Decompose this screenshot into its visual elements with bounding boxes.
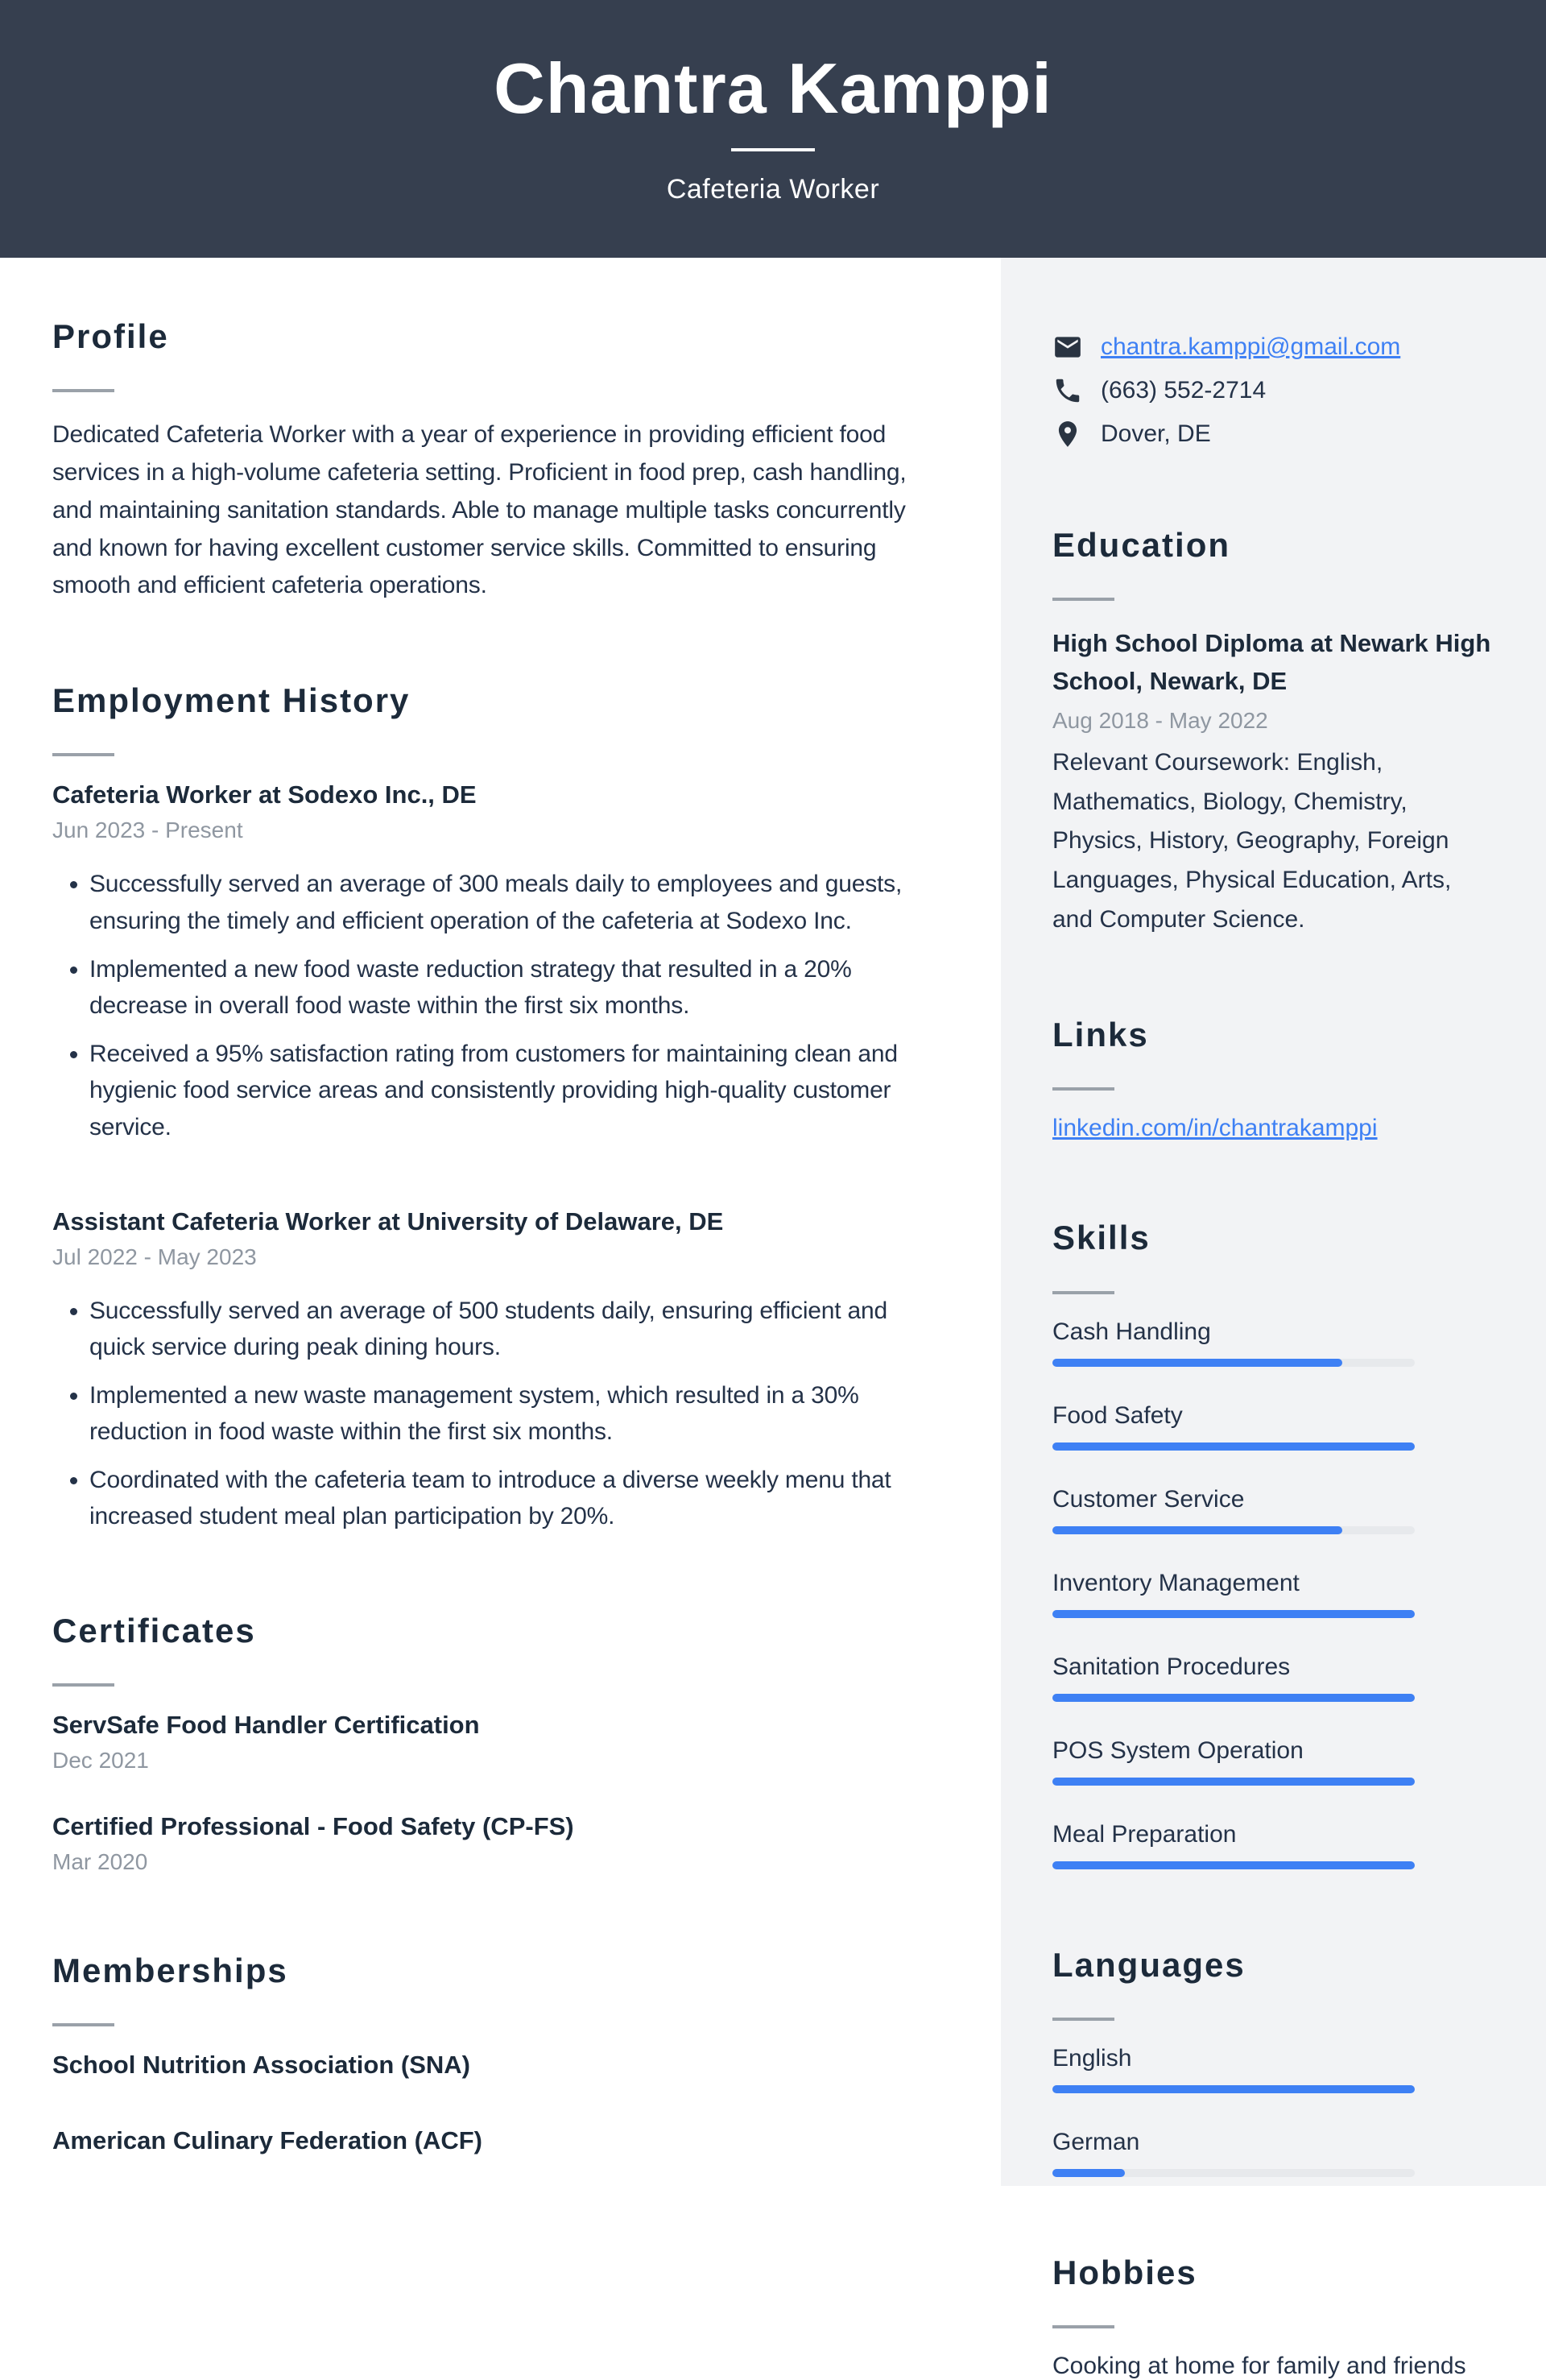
job-entry	[52, 1207, 930, 1536]
skill-label: Meal Preparation	[1052, 1820, 1237, 1848]
skill-bar-track	[1052, 1442, 1415, 1451]
certificate-entry	[52, 1711, 930, 1774]
skill-bar-track	[1052, 1778, 1415, 1786]
linkedin-link[interactable]: linkedin.com/in/chantrakamppi	[1052, 1115, 1378, 1142]
location-text: Dover, DE	[1101, 420, 1211, 447]
section-divider	[1052, 598, 1114, 601]
skill-label: Customer Service	[1052, 1485, 1245, 1513]
skill-label: Inventory Management	[1052, 1569, 1300, 1596]
membership-item: School Nutrition Association (SNA)	[52, 2051, 470, 2080]
phone-icon	[1052, 375, 1083, 406]
section-skills	[1052, 1219, 1498, 1869]
skill-bar-fill	[1052, 1526, 1342, 1534]
bullet-item: • Coordinated with the cafeteria team to introduce a diverse weekly menu that increased student meal plan participation by 20%.	[89, 1462, 930, 1535]
membership-item: American Culinary Federation (ACF)	[52, 2126, 482, 2155]
hobbies-text: Cooking at home for family and friends	[1052, 2352, 1466, 2379]
degree-title: High School Diploma at Newark High School, Newark, DE	[1052, 629, 1491, 695]
skills-heading: Skills	[1052, 1219, 1151, 1257]
skill-item	[1052, 1570, 1498, 1618]
candidate-name: Chantra Kamppi	[494, 48, 1052, 128]
languages-heading: Languages	[1052, 1945, 1246, 1984]
language-bar-track	[1052, 2085, 1415, 2093]
skill-item	[1052, 1821, 1498, 1869]
skill-item	[1052, 1654, 1498, 1702]
phone-number: (663) 552-2714	[1101, 377, 1267, 404]
skill-item	[1052, 1318, 1498, 1367]
certificate-date: Dec 2021	[52, 1748, 149, 1774]
profile-text: Dedicated Cafeteria Worker with a year of experience in providing efficient food services in a high-volume cafeteria setting. Proficient in food prep, cash handling, and maintaining sanitation standards. Able to manage multiple tasks concurrently and known for having excellent customer service skills. Committed to ensuring smooth and efficient cafeteria operations.	[52, 421, 907, 599]
bullet-item: • Successfully served an average of 300 meals daily to employees and guests, ensuring the timely and efficient operation of the cafeteria at Sodexo Inc.	[89, 866, 930, 939]
bullet-item: • Implemented a new food waste reduction strategy that resulted in a 20% decrease in overall food waste within the first six months.	[89, 951, 930, 1024]
language-bar-fill	[1052, 2169, 1125, 2177]
skill-bar-fill	[1052, 1442, 1415, 1451]
skill-bar-fill	[1052, 1694, 1415, 1702]
certificate-name: ServSafe Food Handler Certification	[52, 1711, 480, 1740]
certificates-heading: Certificates	[52, 1612, 256, 1650]
contact-block	[1052, 332, 1498, 449]
links-heading: Links	[1052, 1016, 1149, 1054]
skill-bar-fill	[1052, 1778, 1415, 1786]
skill-bar-track	[1052, 1694, 1415, 1702]
skill-item	[1052, 1402, 1498, 1451]
main-column	[0, 258, 1001, 2186]
content-columns	[0, 258, 1546, 2379]
skill-item	[1052, 1737, 1498, 1786]
language-label: English	[1052, 2044, 1132, 2072]
job-dates: Jul 2022 - May 2023	[52, 1244, 257, 1269]
skill-label: Cash Handling	[1052, 1318, 1211, 1345]
bullet-item: • Implemented a new waste management system, which resulted in a 30% reduction in food waste within the first six months.	[89, 1377, 930, 1451]
sidebar	[1001, 258, 1546, 2379]
language-bar-track	[1052, 2169, 1415, 2177]
email-link[interactable]: chantra.kamppi@gmail.com	[1101, 333, 1401, 360]
section-divider	[1052, 2325, 1114, 2328]
language-item	[1052, 2045, 1498, 2093]
certificate-entry	[52, 1812, 930, 1875]
section-memberships	[52, 1952, 930, 2155]
bullet-item: • Received a 95% satisfaction rating from customers for maintaining clean and hygienic food service areas and consistently providing high-quality customer service.	[89, 1036, 930, 1146]
language-label: German	[1052, 2128, 1140, 2155]
skill-label: POS System Operation	[1052, 1736, 1304, 1764]
section-certificates	[52, 1612, 930, 1875]
section-employment-history	[52, 682, 930, 1535]
bullet-item: • Successfully served an average of 500 students daily, ensuring efficient and quick service during peak dining hours.	[89, 1293, 930, 1366]
hobbies-heading: Hobbies	[1052, 2253, 1197, 2291]
job-bullet-list	[52, 866, 930, 1145]
map-pin-icon	[1052, 419, 1083, 449]
education-dates: Aug 2018 - May 2022	[1052, 708, 1268, 734]
section-divider	[52, 753, 114, 756]
section-divider	[52, 2023, 114, 2026]
profile-heading: Profile	[52, 317, 169, 355]
section-languages	[1052, 1947, 1498, 2177]
section-education	[1052, 527, 1498, 939]
certificate-name: Certified Professional - Food Safety (CP-FS)	[52, 1812, 574, 1841]
job-title: Cafeteria Worker at Sodexo Inc., DE	[52, 780, 477, 809]
contact-email-row	[1052, 332, 1498, 362]
memberships-heading: Memberships	[52, 1952, 288, 1990]
section-divider	[1052, 1291, 1114, 1294]
job-title: Assistant Cafeteria Worker at University of Delaware, DE	[52, 1207, 724, 1236]
section-links	[1052, 1016, 1498, 1142]
section-divider	[52, 1683, 114, 1687]
name-underline	[731, 148, 815, 151]
language-bar-fill	[1052, 2085, 1415, 2093]
language-item	[1052, 2129, 1498, 2177]
skill-bar-fill	[1052, 1359, 1342, 1367]
education-description: Relevant Coursework: English, Mathematics, Biology, Chemistry, Physics, History, Geography, Foreign Languages, Physical Education, Arts, and Computer Science.	[1052, 749, 1452, 933]
section-divider	[1052, 2018, 1114, 2021]
skill-label: Sanitation Procedures	[1052, 1653, 1291, 1680]
contact-location-row	[1052, 419, 1498, 449]
skill-bar-fill	[1052, 1610, 1415, 1618]
candidate-job-title: Cafeteria Worker	[666, 173, 880, 205]
skill-bar-track	[1052, 1526, 1415, 1534]
job-dates: Jun 2023 - Present	[52, 817, 243, 843]
skill-bar-track	[1052, 1359, 1415, 1367]
certificate-date: Mar 2020	[52, 1849, 148, 1875]
employment-heading: Employment History	[52, 681, 411, 720]
education-heading: Education	[1052, 526, 1231, 564]
resume-header	[0, 0, 1546, 258]
section-profile	[52, 318, 930, 605]
skill-label: Food Safety	[1052, 1401, 1183, 1429]
section-hobbies	[1052, 2254, 1498, 2380]
contact-phone-row	[1052, 375, 1498, 406]
section-divider	[52, 389, 114, 392]
skill-item	[1052, 1486, 1498, 1534]
job-entry	[52, 780, 930, 1145]
section-divider	[1052, 1087, 1114, 1091]
skill-bar-fill	[1052, 1861, 1415, 1869]
skill-bar-track	[1052, 1861, 1415, 1869]
job-bullet-list	[52, 1293, 930, 1536]
envelope-icon	[1052, 332, 1083, 362]
skill-bar-track	[1052, 1610, 1415, 1618]
